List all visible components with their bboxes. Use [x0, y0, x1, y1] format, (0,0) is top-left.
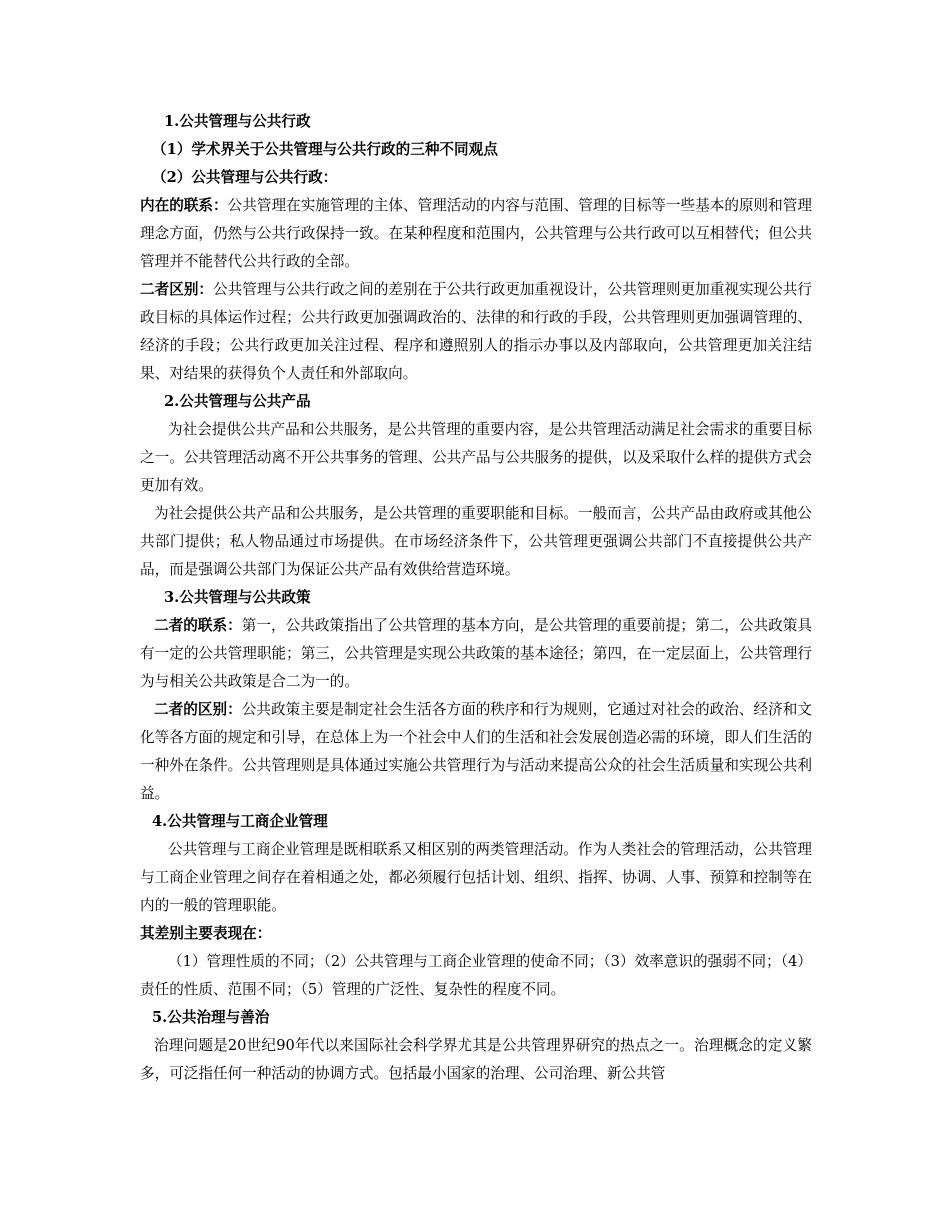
section-1-heading: 1.公共管理与公共行政: [164, 113, 311, 130]
section-3-link-paragraph: [140, 612, 812, 696]
document-page: [140, 108, 812, 1088]
diff-label: 二者的区别：: [154, 701, 242, 718]
section-1-subheading-1: （1）学术界关于公共管理与公共行政的三种不同观点: [152, 141, 498, 158]
section-1-link-paragraph: [140, 192, 812, 276]
link-label: 二者的联系：: [154, 617, 242, 634]
section-5-heading: 5.公共治理与善治: [152, 1009, 270, 1026]
section-3-heading: 3.公共管理与公共政策: [164, 589, 311, 606]
link-text: 第一，公共政策指出了公共管理的基本方向，是公共管理的重要前提；第二，公共政策具有一定的公共管理职能；第三，公共管理是实现公共政策的基本途径；第四，在一定层面上，公共管理行为与相关公共政策是合二为一的。: [140, 617, 812, 690]
section-5-paragraph-1: 治理问题是20世纪90年代以来国际社会科学界尤其是公共管理界研究的热点之一。治理概念的定义繁多，可泛指任何一种活动的协调方式。包括最小国家的治理、公司治理、新公共管: [140, 1037, 812, 1082]
section-1-subheading-2: （2）公共管理与公共行政：: [152, 169, 338, 186]
diff-text: 公共政策主要是制定社会生活各方面的秩序和行为规则，它通过对社会的政治、经济和文化等各方面的规定和引导，在总体上为一个社会中人们的生活和社会发展创造必需的环境，即人们生活的一种外在条件。公共管理则是具体通过实施公共管理行为与活动来提高公众的社会生活质量和实现公共利益。: [140, 701, 812, 802]
section-1-diff-paragraph: [140, 276, 812, 388]
section-4-diff-paragraph: （1）管理性质的不同；（2）公共管理与工商企业管理的使命不同；（3）效率意识的强弱不同；（4）责任的性质、范围不同；（5）管理的广泛性、复杂性的程度不同。: [140, 953, 812, 998]
link-text: 公共管理在实施管理的主体、管理活动的内容与范围、管理的目标等一些基本的原则和管理理念方面，仍然与公共行政保持一致。在某种程度和范围内，公共管理与公共行政可以互相替代；但公共管理并不能替代公共行政的全部。: [140, 197, 812, 270]
section-2-paragraph-1: 为社会提供公共产品和公共服务，是公共管理的重要内容，是公共管理活动满足社会需求的重要目标之一。公共管理活动离不开公共事务的管理、公共产品与公共服务的提供，以及采取什么样的提供方式会更加有效。: [140, 421, 812, 494]
section-2-paragraph-2: 为社会提供公共产品和公共服务，是公共管理的重要职能和目标。一般而言，公共产品由政府或其他公共部门提供；私人物品通过市场提供。在市场经济条件下，公共管理更强调公共部门不直接提供公共产品，而是强调公共部门为保证公共产品有效供给营造环境。: [140, 505, 812, 578]
section-4-paragraph-1: 公共管理与工商企业管理是既相联系又相区别的两类管理活动。作为人类社会的管理活动，公共管理与工商企业管理之间存在着相通之处，都必须履行包括计划、组织、指挥、协调、人事、预算和控制等在内的一般的管理职能。: [140, 841, 812, 914]
diff-text: 公共管理与公共行政之间的差别在于公共行政更加重视设计，公共管理则更加重视实现公共行政目标的具体运作过程；公共行政更加强调政治的、法律的和行政的手段，公共管理则更加强调管理的、经济的手段；公共行政更加关注过程、程序和遵照别人的指示办事以及内部取向，公共管理更加关注结果、对结果的获得负个人责任和外部取向。: [140, 281, 812, 382]
diff-label: 二者区别：: [140, 281, 214, 298]
section-4-diff-heading: 其差别主要表现在：: [140, 925, 272, 942]
section-4-heading: 4.公共管理与工商企业管理: [152, 813, 328, 830]
section-2-heading: 2.公共管理与公共产品: [164, 393, 311, 410]
section-3-diff-paragraph: [140, 696, 812, 808]
link-label: 内在的联系：: [140, 197, 228, 214]
